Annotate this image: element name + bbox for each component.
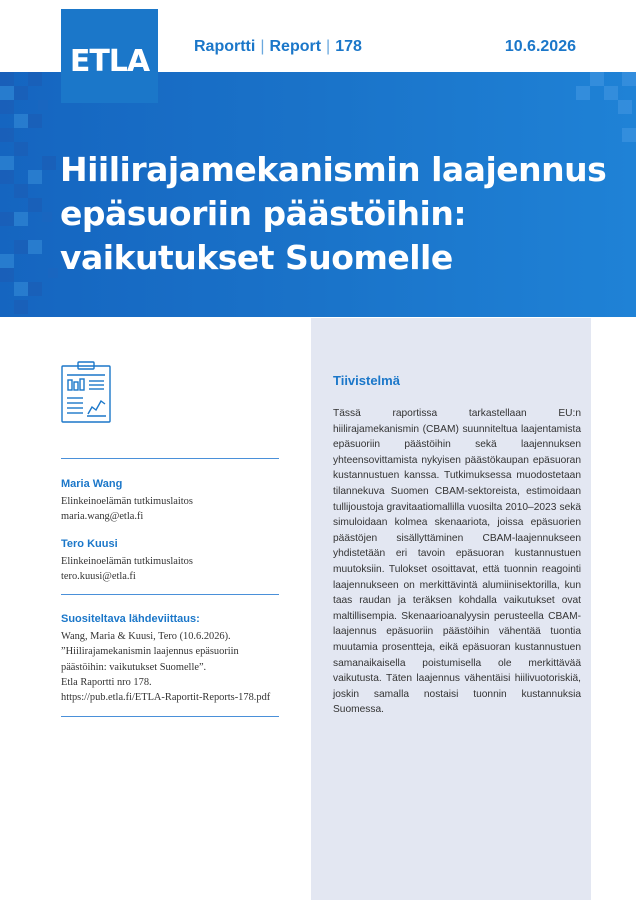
separator: | bbox=[326, 38, 331, 55]
publication-date: 10.6.2026 bbox=[504, 38, 576, 55]
logo-text: ETLA bbox=[69, 44, 150, 79]
citation-heading: Suositeltava lähdeviittaus: bbox=[61, 613, 200, 625]
author-email[interactable]: maria.wang@etla.fi bbox=[61, 511, 144, 522]
citation-line: päästöihin: vaikutukset Suomelle”. bbox=[61, 661, 207, 673]
divider bbox=[61, 458, 279, 459]
abstract-panel bbox=[311, 318, 591, 900]
author-affiliation: Elinkeinoelämän tutkimuslaitos bbox=[61, 496, 193, 507]
citation-url[interactable]: https://pub.etla.fi/ETLA-Raportit-Reports-178.pdf bbox=[61, 692, 271, 704]
title-line: epäsuoriin päästöihin: bbox=[60, 194, 467, 233]
author-block bbox=[61, 477, 193, 524]
series-type-en: Report bbox=[269, 38, 322, 55]
divider bbox=[61, 594, 279, 595]
author-block bbox=[61, 537, 193, 584]
title-line: vaikutukset Suomelle bbox=[60, 238, 453, 277]
document-chart-icon bbox=[61, 361, 111, 423]
report-title bbox=[60, 148, 607, 280]
abstract-heading: Tiivistelmä bbox=[333, 373, 400, 388]
citation-block bbox=[61, 612, 281, 705]
citation-line: Etla Raportti nro 178. bbox=[61, 676, 152, 688]
author-name: Tero Kuusi bbox=[61, 538, 118, 550]
report-series bbox=[194, 38, 362, 56]
author-email[interactable]: tero.kuusi@etla.fi bbox=[61, 571, 136, 582]
etla-logo[interactable] bbox=[61, 9, 158, 103]
title-line: Hiilirajamekanismin laajennus bbox=[60, 150, 607, 189]
report-number: 178 bbox=[335, 38, 362, 55]
citation-line: Wang, Maria & Kuusi, Tero (10.6.2026). bbox=[61, 631, 231, 643]
author-name: Maria Wang bbox=[61, 478, 123, 490]
divider bbox=[61, 716, 279, 717]
citation-line: ”Hiilirajamekanismin laajennus epäsuoriin bbox=[61, 646, 239, 658]
separator: | bbox=[260, 38, 265, 55]
author-affiliation: Elinkeinoelämän tutkimuslaitos bbox=[61, 556, 193, 567]
series-type-fi: Raportti bbox=[194, 38, 256, 55]
abstract-text: Tässä raportissa tarkastellaan EU:n hiilirajamekanismin (CBAM) suunniteltua laajentamista epäsuoriin päästöihin sekä laajennuksen yhteensovittamista nykyisen päästökaupan epäsuoran kustannustuen kanssa. Tutkimuksessa muodostetaan tilannekuva Suomen CBAM-sektoreista, estimoidaan tullijoustoja gravitaatiomallilla vuosilta 2010–2023 sekä simuloidaan kolmea skenaariota, joissa epäsuorien päästöjen sisällyttäminen CBAM-laajennukseen yhdistetään eri tavoin epäsuoran kustannustuen muutoksiin. Tulokset osoittavat, että tuonnin reagointi laajennukseen on merkittävintä alumiinisektorilla, kun taas raudan ja teräksen kohdalla vaikutukset ovat maltillisempia. Skenaarioanalyysin perusteella CBAM-laajennus epäsuoriin päästöihin vähentää tuontia muutamia prosentteja, eikä epäsuoran kustannustuen samanaikaisella poistumisella ole merkittävää vaikutusta. Täten laajennus vähentäisi hiilivuotoriskiä, joskin samalla nostaisi tuonnin kustannuksia Suomessa. bbox=[333, 408, 581, 716]
